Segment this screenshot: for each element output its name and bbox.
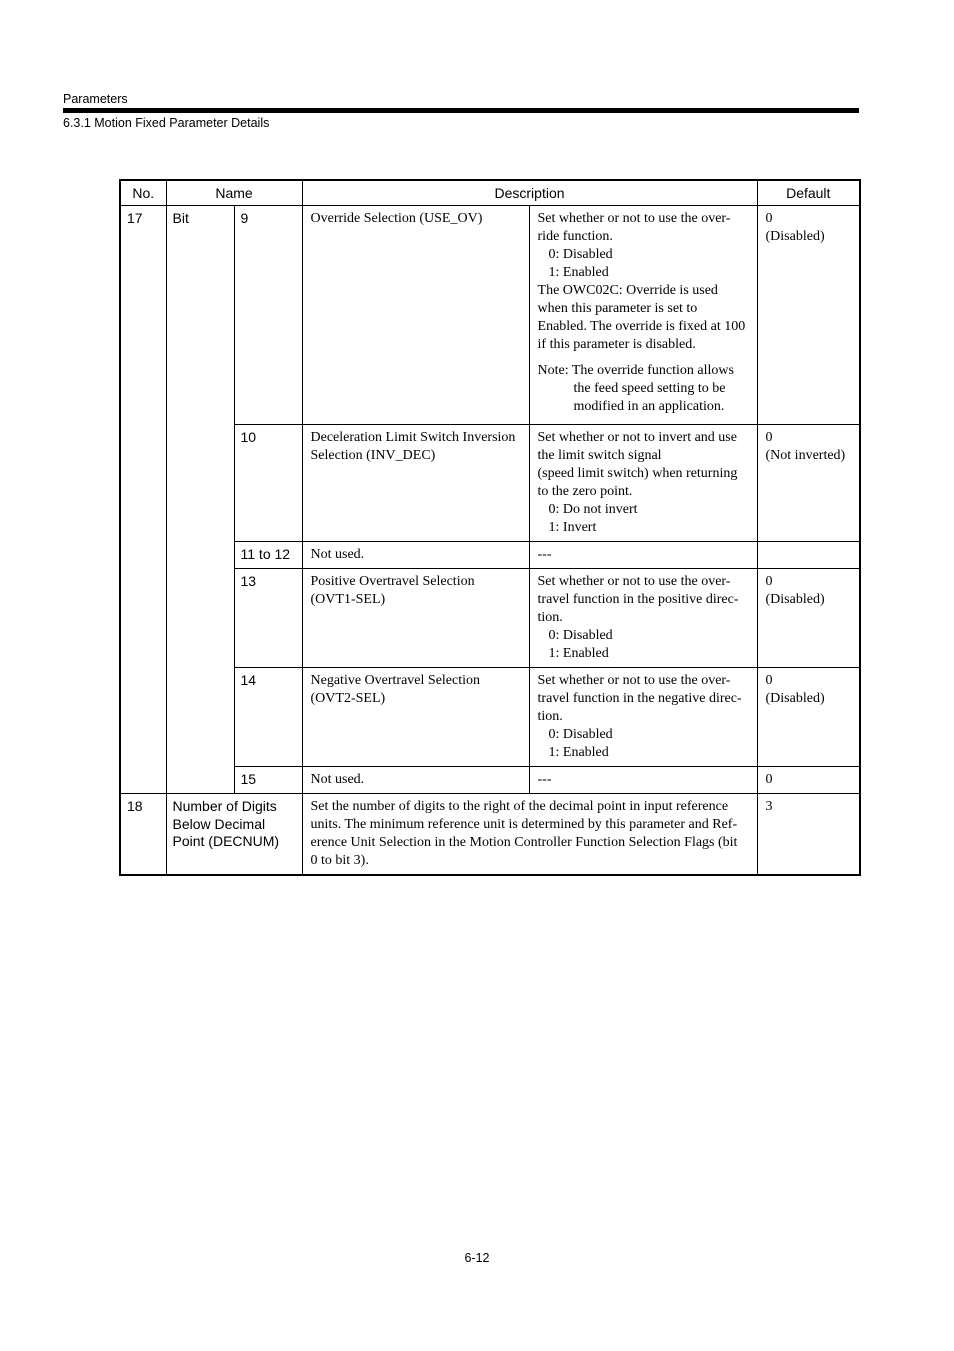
- bit-description: ---: [529, 767, 757, 794]
- header-name: Name: [166, 180, 302, 206]
- table-header-row: [120, 180, 860, 206]
- parameter-table: [119, 179, 861, 876]
- desc-line: if this parameter is disabled.: [537, 337, 696, 352]
- desc-line: The OWC02C: Override is used: [537, 283, 718, 298]
- name-line: Selection (INV_DEC): [310, 448, 436, 463]
- subsection-title: 6.3.1 Motion Fixed Parameter Details: [63, 116, 270, 130]
- name-line: Deceleration Limit Switch Inversion: [310, 430, 516, 445]
- desc-line: tion.: [537, 709, 563, 724]
- note-line: Note: The override function allows: [537, 363, 734, 378]
- desc-line: Set whether or not to use the over-: [537, 673, 731, 688]
- default-label: (Disabled): [765, 229, 825, 244]
- option-line: 1: Invert: [548, 520, 597, 535]
- option-line: 0: Disabled: [548, 247, 613, 262]
- name-line: (OVT2-SEL): [310, 691, 386, 706]
- option-line: 0: Disabled: [548, 628, 613, 643]
- page-number: 6-12: [464, 1251, 490, 1265]
- desc-line: Set whether or not to invert and use: [537, 430, 737, 445]
- bit-name: [302, 569, 529, 668]
- desc-line: ride function.: [537, 229, 613, 244]
- default-value: [757, 425, 860, 542]
- param-name: [166, 794, 302, 876]
- desc-line: tion.: [537, 610, 563, 625]
- bit-description: [529, 569, 757, 668]
- bit-number: 13: [234, 569, 302, 668]
- desc-line: units. The minimum reference unit is determined by this parameter and Ref-: [310, 817, 738, 832]
- default-value: [757, 206, 860, 425]
- desc-line: Set the number of digits to the right of the decimal point in input reference: [310, 799, 729, 814]
- name-line: Negative Overtravel Selection: [310, 673, 480, 688]
- header-no: No.: [120, 180, 166, 206]
- desc-line: (speed limit switch) when returning: [537, 466, 738, 481]
- bit-name: Not used.: [302, 767, 529, 794]
- default-number: 0: [765, 430, 773, 445]
- option-line: 1: Enabled: [548, 646, 609, 661]
- default-value: [757, 542, 860, 569]
- default-value: [757, 569, 860, 668]
- bit-name: [302, 425, 529, 542]
- name-line: (OVT1-SEL): [310, 592, 386, 607]
- section-title: Parameters: [63, 92, 128, 106]
- bit-name: Override Selection (USE_OV): [302, 206, 529, 425]
- option-line: 0: Disabled: [548, 727, 613, 742]
- bit-description: [529, 668, 757, 767]
- bit-name: [302, 668, 529, 767]
- default-label: (Disabled): [765, 691, 825, 706]
- default-number: 0: [765, 574, 773, 589]
- param-name: Bit: [166, 206, 234, 794]
- option-line: 1: Enabled: [548, 745, 609, 760]
- desc-line: 0 to bit 3).: [310, 853, 369, 868]
- default-label: (Not inverted): [765, 448, 846, 463]
- desc-line: travel function in the negative direc-: [537, 691, 742, 706]
- desc-line: Set whether or not to use the over-: [537, 574, 731, 589]
- bit-number: 15: [234, 767, 302, 794]
- desc-line: the limit switch signal: [537, 448, 662, 463]
- bit-number: 14: [234, 668, 302, 767]
- default-value: [757, 668, 860, 767]
- note-line: modified in an application.: [573, 399, 725, 414]
- param-number: 17: [120, 206, 166, 794]
- table-row: [120, 794, 860, 876]
- name-line: Below Decimal: [172, 815, 266, 832]
- header-rule: [63, 108, 859, 113]
- default-number: 0: [765, 211, 773, 226]
- name-line: Point (DECNUM): [172, 833, 280, 849]
- desc-line: erence Unit Selection in the Motion Controller Function Selection Flags (bit: [310, 835, 738, 850]
- bit-description: ---: [529, 542, 757, 569]
- desc-line: Enabled. The override is fixed at 100: [537, 319, 746, 334]
- name-line: Positive Overtravel Selection: [310, 574, 475, 589]
- header-default: Default: [757, 180, 860, 206]
- desc-line: Set whether or not to use the over-: [537, 211, 731, 226]
- desc-line: travel function in the positive direc-: [537, 592, 739, 607]
- bit-description: [529, 206, 757, 425]
- desc-line: to the zero point.: [537, 484, 633, 499]
- default-value: 0: [757, 767, 860, 794]
- table-row: [120, 206, 860, 425]
- bit-number: 10: [234, 425, 302, 542]
- header-description: Description: [302, 180, 757, 206]
- bit-number: 9: [234, 206, 302, 425]
- option-line: 0: Do not invert: [548, 502, 638, 517]
- default-number: 0: [765, 673, 773, 688]
- param-number: 18: [120, 794, 166, 876]
- bit-number: 11 to 12: [234, 542, 302, 569]
- bit-name: Not used.: [302, 542, 529, 569]
- default-label: (Disabled): [765, 592, 825, 607]
- bit-description: [529, 425, 757, 542]
- desc-line: when this parameter is set to: [537, 301, 698, 316]
- note-line: the feed speed setting to be: [573, 381, 726, 396]
- param-description: [302, 794, 757, 876]
- default-value: 3: [757, 794, 860, 876]
- name-line: Number of Digits: [172, 798, 277, 814]
- option-line: 1: Enabled: [548, 265, 609, 280]
